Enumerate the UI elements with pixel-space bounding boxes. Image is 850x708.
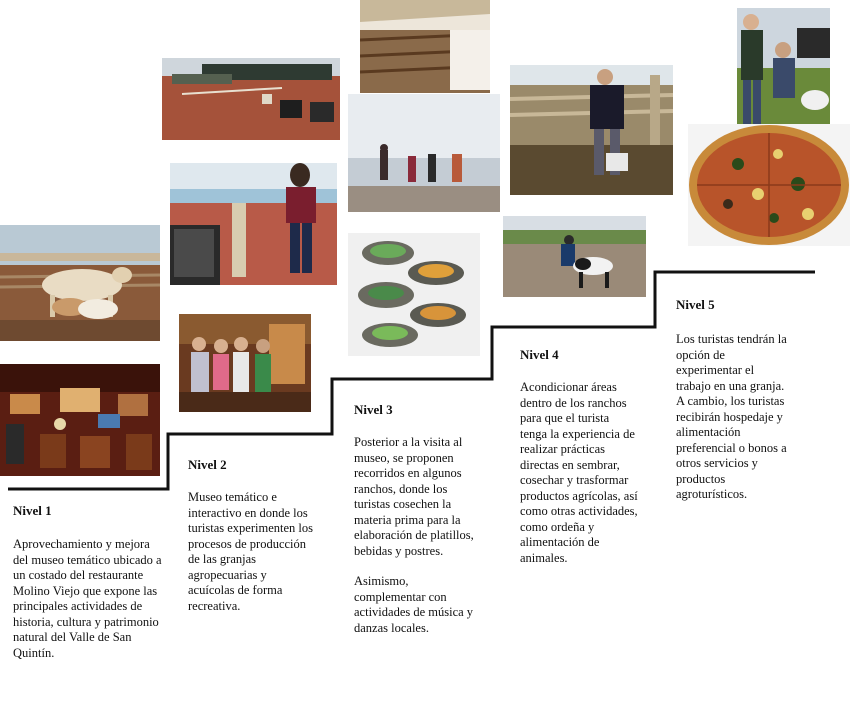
photo-farm-tanks: [162, 58, 340, 140]
level-1-description: [13, 537, 163, 676]
photo-man-milking: [510, 65, 673, 195]
photo-museum-visitors: [179, 314, 311, 412]
level-4-title: Nivel 4: [520, 347, 559, 362]
photo-girl-calf: [503, 216, 646, 297]
level-3-paragraph-2: Asimismo, complementar con actividades de música y danzas locales.: [354, 574, 474, 635]
photo-sea-view: [348, 94, 500, 212]
level-4-description: [520, 380, 638, 581]
photo-museum-interior: [0, 364, 160, 476]
photo-pizza: [688, 124, 850, 246]
level-3-title: Nivel 3: [354, 402, 393, 417]
level-2-description: [188, 490, 316, 629]
level-3-paragraph-1: Posterior a la visita al museo, se proponen recorridos en algunos ranchos, donde los turistas cosechen la materia prima para la elaboración de platillos, bebidas y postres.: [354, 435, 474, 558]
level-2-title: Nivel 2: [188, 457, 227, 472]
photo-oysters: [348, 233, 480, 356]
photo-man-exhibit: [170, 163, 337, 285]
level-5-description: [676, 332, 788, 518]
level-5-paragraph: Los turistas tendrán la opción de experimentar el trabajo en una granja. A cambio, los turistas recibirán hospedaje y alimentación preferencial o bonos a otros servicios y productos agroturísticos.: [676, 332, 787, 501]
level-5-title: Nivel 5: [676, 297, 715, 312]
photo-cow-calf: [0, 225, 160, 341]
level-4-paragraph: Acondicionar áreas dentro de los ranchos para que el turista tenga la experiencia de realizar prácticas directas en sembrar, cosechar y trasformar productos agrícolas, así como otras actividades, como ordeña y alimentación de animales.: [520, 380, 638, 565]
photo-family-animal: [737, 8, 830, 130]
level-2-paragraph: Museo temático e interactivo en donde los turistas experimenten los procesos de producción de las granjas agropecuarias y acuícolas de forma recreativa.: [188, 490, 313, 613]
level-1-title: Nivel 1: [13, 503, 52, 518]
level-1-paragraph: Aprovechamiento y mejora del museo temático ubicado a un costado del restaurante Molino Viejo que expone las principales actividades de historia, cultura y patrimonio natural del Valle de San Quintín.: [13, 537, 162, 660]
photo-terrace: [360, 0, 490, 93]
level-3-description: [354, 435, 479, 651]
